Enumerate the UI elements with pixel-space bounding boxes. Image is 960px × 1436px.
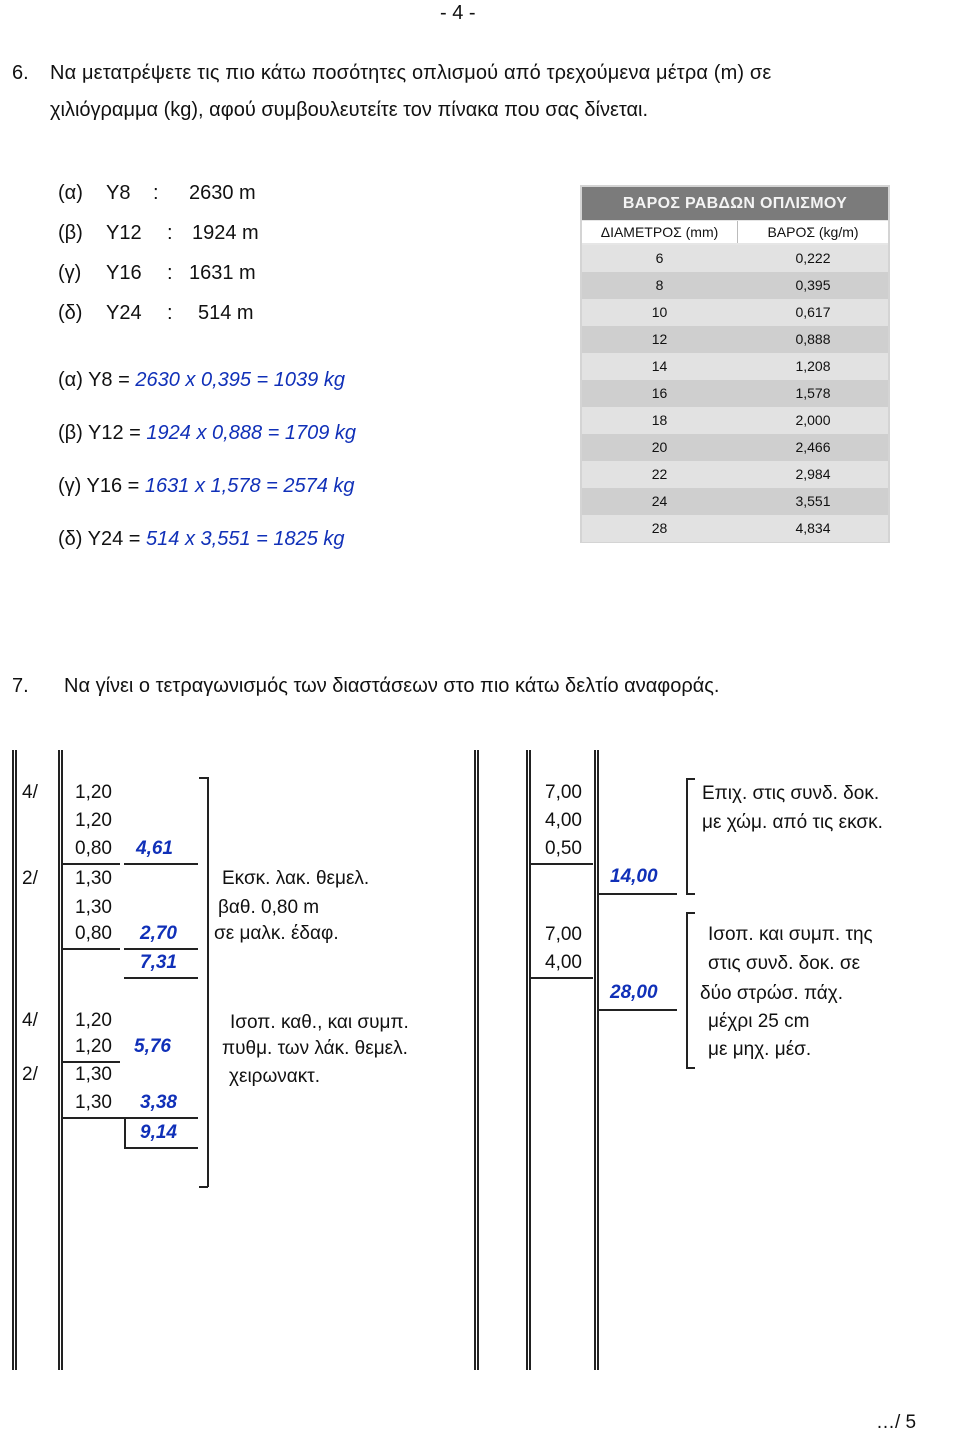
answer-c — [58, 475, 355, 498]
underline — [62, 1117, 198, 1119]
description: βαθ. 0,80 m — [218, 897, 320, 918]
sheet-rule — [594, 750, 596, 1370]
weight-cell: 1,208 — [795, 358, 831, 374]
sheet-rule — [15, 750, 17, 1370]
diameter-cell: 8 — [655, 277, 664, 293]
multiplier: 4/ — [22, 1010, 38, 1031]
bracket-end — [686, 912, 695, 914]
underline — [599, 893, 677, 895]
item-label: (β) — [58, 222, 83, 244]
table-row — [582, 326, 888, 353]
description: Επιχ. στις συνδ. δοκ. — [702, 783, 880, 804]
next-page-marker: …/ 5 — [876, 1412, 917, 1433]
dimension: 1,30 — [75, 868, 112, 889]
answer-d — [58, 528, 345, 551]
answer-calc: 1631 x 1,578 = 2574 kg — [144, 475, 355, 497]
dimension: 1,30 — [75, 897, 112, 918]
description: Ισοπ. και συμπ. της — [708, 924, 873, 945]
bracket-end — [686, 778, 695, 780]
total: 7,31 — [140, 952, 177, 973]
weight-cell: 4,834 — [795, 520, 831, 536]
subtotal: 28,00 — [610, 982, 658, 1003]
underline — [124, 1147, 198, 1149]
page-number: - 4 - — [440, 2, 476, 24]
underline — [124, 977, 198, 979]
answer-label: (α) Υ8 = — [58, 369, 130, 391]
dimension: 1,30 — [75, 1092, 112, 1113]
description: με μηχ. μέσ. — [708, 1039, 812, 1060]
task6-line1: Να μετατρέψετε τις πιο κάτω ποσότητες οπλισμού από τρεχούμενα μέτρα (m) σε — [50, 62, 772, 84]
underline — [124, 948, 198, 950]
weight-cell: 2,466 — [795, 439, 831, 455]
subtotal: 5,76 — [134, 1036, 171, 1057]
item-label: (δ) — [58, 302, 83, 324]
dimension: 1,20 — [75, 810, 112, 831]
item-bar: Υ24 — [106, 302, 142, 324]
item-length: 2630 m — [189, 182, 256, 204]
dimension: 1,20 — [75, 782, 112, 803]
weight-cell: 0,222 — [795, 250, 831, 266]
column-rule — [124, 1117, 126, 1147]
diameter-cell: 12 — [651, 331, 668, 347]
underline — [124, 863, 198, 865]
table-row — [582, 434, 888, 461]
subtotal: 3,38 — [140, 1092, 177, 1113]
table-row — [582, 515, 888, 542]
underline — [599, 1009, 677, 1011]
underline — [62, 1061, 120, 1063]
total: 9,14 — [140, 1122, 177, 1143]
dimension: 4,00 — [545, 810, 582, 831]
diameter-cell: 28 — [651, 520, 668, 536]
bracket — [686, 912, 688, 1068]
item-sep: : — [167, 222, 173, 244]
dimension: 1,20 — [75, 1036, 112, 1057]
underline — [531, 863, 593, 865]
table-row — [582, 299, 888, 326]
diameter-cell: 16 — [651, 385, 668, 401]
answer-a — [58, 369, 345, 392]
description: μέχρι 25 cm — [708, 1011, 810, 1032]
item-sep: : — [167, 302, 173, 324]
item-bar: Υ12 — [106, 222, 142, 244]
task7-number: 7. — [12, 675, 29, 697]
task7-text: Να γίνει ο τετραγωνισμός των διαστάσεων στο πιο κάτω δελτίο αναφοράς. — [64, 675, 720, 697]
answer-label: (δ) Υ24 = — [58, 528, 141, 550]
multiplier: 4/ — [22, 782, 38, 803]
weight-cell: 0,617 — [795, 304, 831, 320]
item-sep: : — [153, 182, 159, 204]
table-col-diameter: ΔΙΑΜΕΤΡΟΣ (mm) — [582, 221, 738, 243]
underline — [531, 977, 593, 979]
task6-number: 6. — [12, 62, 29, 84]
answer-calc: 1924 x 0,888 = 1709 kg — [146, 422, 357, 444]
dimension: 7,00 — [545, 782, 582, 803]
subtotal: 14,00 — [610, 866, 658, 887]
subtotal: 4,61 — [136, 838, 173, 859]
item-sep: : — [167, 262, 173, 284]
answer-calc: 2630 x 0,395 = 1039 kg — [135, 369, 345, 391]
dimension: 0,50 — [545, 838, 582, 859]
table-row — [582, 407, 888, 434]
dimension: 0,80 — [75, 838, 112, 859]
bracket-end — [686, 893, 695, 895]
answer-calc: 514 x 3,551 = 1825 kg — [146, 528, 345, 550]
bracket — [686, 778, 688, 894]
weight-cell: 3,551 — [795, 493, 831, 509]
table-row — [582, 245, 888, 272]
diameter-cell: 20 — [651, 439, 668, 455]
dimension: 1,30 — [75, 1064, 112, 1085]
table-row — [582, 353, 888, 380]
weight-cell: 0,888 — [795, 331, 831, 347]
description: σε μαλκ. έδαφ. — [214, 923, 339, 944]
multiplier: 2/ — [22, 1064, 38, 1085]
diameter-cell: 14 — [651, 358, 668, 374]
item-label: (α) — [58, 182, 83, 204]
table-col-weight: ΒΑΡΟΣ (kg/m) — [738, 221, 888, 243]
sheet-rule — [12, 750, 14, 1370]
diameter-cell: 10 — [651, 304, 668, 320]
description: στις συνδ. δοκ. σε — [708, 953, 861, 974]
bracket-end — [199, 777, 208, 779]
table-row — [582, 488, 888, 515]
weight-cell: 1,578 — [795, 385, 831, 401]
multiplier: 2/ — [22, 868, 38, 889]
description: δύο στρώσ. πάχ. — [700, 983, 844, 1004]
item-label: (γ) — [58, 262, 82, 284]
description: με χώμ. από τις εκσκ. — [702, 812, 883, 833]
diameter-cell: 24 — [651, 493, 668, 509]
description: Εκσκ. λακ. θεμελ. — [222, 868, 370, 889]
weight-table — [580, 185, 890, 543]
answer-label: (β) Υ12 = — [58, 422, 141, 444]
diameter-cell: 22 — [651, 466, 668, 482]
weight-cell: 0,395 — [795, 277, 831, 293]
table-row — [582, 272, 888, 299]
item-bar: Υ8 — [106, 182, 131, 204]
diameter-cell: 6 — [655, 250, 664, 266]
sheet-rule — [597, 750, 599, 1370]
answer-label: (γ) Υ16 = — [58, 475, 140, 497]
sheet-rule — [474, 750, 476, 1370]
answer-b — [58, 422, 356, 445]
table-title: ΒΑΡΟΣ ΡΑΒΔΩΝ ΟΠΛΙΣΜΟΥ — [582, 187, 888, 220]
sheet-rule — [477, 750, 479, 1370]
underline — [62, 863, 120, 865]
bracket-end — [199, 1186, 208, 1188]
bracket — [207, 777, 209, 1187]
description: πυθμ. των λάκ. θεμελ. — [222, 1038, 408, 1059]
underline — [62, 948, 120, 950]
dimension: 1,20 — [75, 1010, 112, 1031]
diameter-cell: 18 — [651, 412, 668, 428]
table-row — [582, 461, 888, 488]
weight-cell: 2,984 — [795, 466, 831, 482]
subtotal: 2,70 — [140, 923, 177, 944]
dimension: 4,00 — [545, 952, 582, 973]
item-length: 1924 m — [192, 222, 259, 244]
description: χειρωνακτ. — [229, 1066, 321, 1087]
bracket-end — [686, 1067, 695, 1069]
dimension: 7,00 — [545, 924, 582, 945]
description: Ισοπ. καθ., και συμπ. — [230, 1012, 409, 1033]
dimension: 0,80 — [75, 923, 112, 944]
item-bar: Υ16 — [106, 262, 142, 284]
task6-line2: χιλιόγραμμα (kg), αφού συμβουλευτείτε τον πίνακα που σας δίνεται. — [50, 99, 649, 121]
item-length: 514 m — [198, 302, 254, 324]
item-length: 1631 m — [189, 262, 256, 284]
table-row — [582, 380, 888, 407]
weight-cell: 2,000 — [795, 412, 831, 428]
